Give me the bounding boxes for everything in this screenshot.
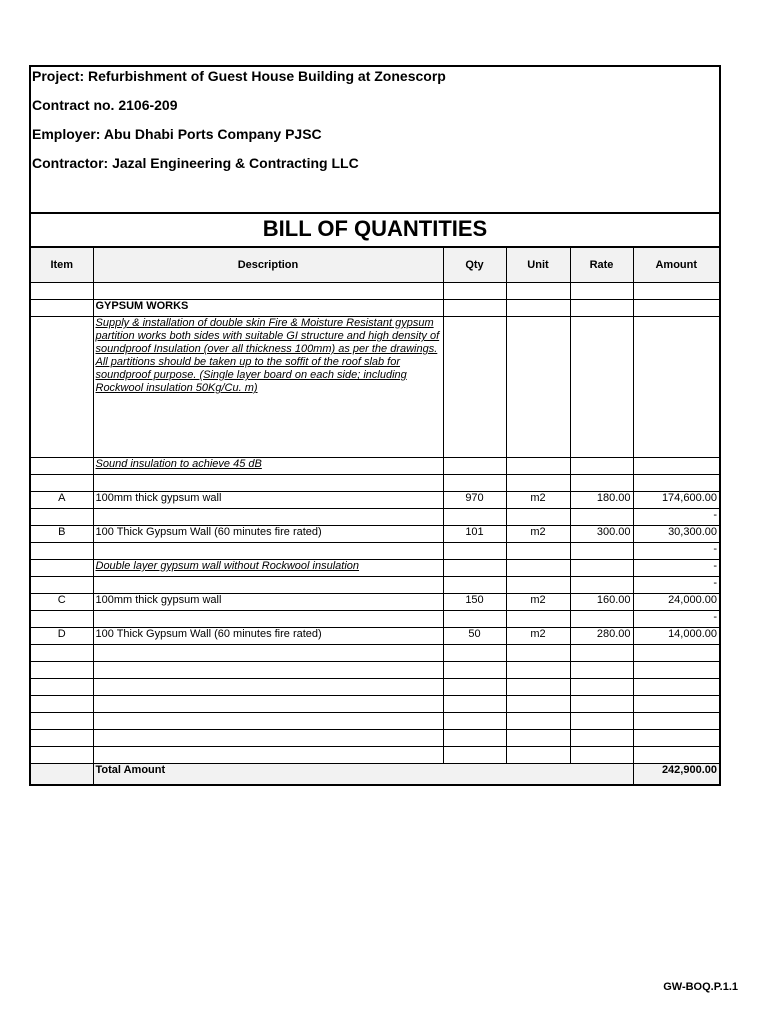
col-description: Description [93,248,443,283]
col-qty: Qty [443,248,506,283]
item-description: 100 Thick Gypsum Wall (60 minutes fire rated) [93,628,443,645]
amount-dash: - [633,577,719,594]
table-header-row [31,248,719,283]
amount-dash: - [633,560,719,577]
item-amount: 174,600.00 [633,492,719,509]
table-row [31,526,719,543]
item-qty: 150 [443,594,506,611]
table-row [31,492,719,509]
table-row [31,611,719,628]
table-row [31,730,719,747]
item-rate: 180.00 [570,492,633,509]
table-row [31,509,719,526]
item-description: 100mm thick gypsum wall [93,594,443,611]
boq-sheet [29,65,721,786]
item-amount: 14,000.00 [633,628,719,645]
contractor-line: Contractor: Jazal Engineering & Contracting LLC [32,155,359,171]
item-amount: 30,300.00 [633,526,719,543]
sound-insulation-note: Sound insulation to achieve 45 dB [93,458,443,475]
total-amount: 242,900.00 [633,764,719,785]
table-row [31,696,719,713]
item-description: 100mm thick gypsum wall [93,492,443,509]
table-row [31,560,719,577]
col-amount: Amount [633,248,719,283]
table-row [31,317,719,458]
item-unit: m2 [506,526,570,543]
table-row [31,594,719,611]
section-heading: GYPSUM WORKS [93,300,443,317]
item-code: D [31,628,93,645]
table-row [31,679,719,696]
table-row [31,645,719,662]
table-row [31,713,719,730]
table-row [31,628,719,645]
item-unit: m2 [506,628,570,645]
col-unit: Unit [506,248,570,283]
item-qty: 50 [443,628,506,645]
boq-table [31,248,719,784]
item-rate: 280.00 [570,628,633,645]
item-qty: 101 [443,526,506,543]
table-row [31,543,719,560]
col-rate: Rate [570,248,633,283]
double-layer-note: Double layer gypsum wall without Rockwool insulation [93,560,443,577]
employer-line: Employer: Abu Dhabi Ports Company PJSC [32,126,322,142]
table-row [31,662,719,679]
table-row [31,747,719,764]
table-row [31,475,719,492]
item-unit: m2 [506,594,570,611]
table-row [31,458,719,475]
project-line: Project: Refurbishment of Guest House Building at Zonescorp [32,68,446,84]
amount-dash: - [633,543,719,560]
amount-dash: - [633,611,719,628]
item-qty: 970 [443,492,506,509]
table-row [31,300,719,317]
document-title: BILL OF QUANTITIES [31,214,719,248]
item-amount: 24,000.00 [633,594,719,611]
table-row [31,577,719,594]
total-row [31,764,719,785]
item-code: B [31,526,93,543]
item-code: A [31,492,93,509]
project-header [31,67,719,214]
table-row [31,283,719,300]
contract-line: Contract no. 2106-209 [32,97,178,113]
col-item: Item [31,248,93,283]
item-code: C [31,594,93,611]
spec-description: Supply & installation of double skin Fire & Moisture Resistant gypsum partition works both sides with suitable GI structure and high density of soundproof Insulation (over all thickness 100mm) as per the drawings. All partitions should be taken up to the soffit of the roof slab for soundproof purpose. (Single layer board on each side; including Rockwool insulation 50Kg/Cu. m) [93,317,443,458]
amount-dash: - [633,509,719,526]
page-reference: GW-BOQ.P.1.1 [663,981,738,993]
item-description: 100 Thick Gypsum Wall (60 minutes fire rated) [93,526,443,543]
item-unit: m2 [506,492,570,509]
item-rate: 300.00 [570,526,633,543]
total-label: Total Amount [93,764,633,785]
item-rate: 160.00 [570,594,633,611]
